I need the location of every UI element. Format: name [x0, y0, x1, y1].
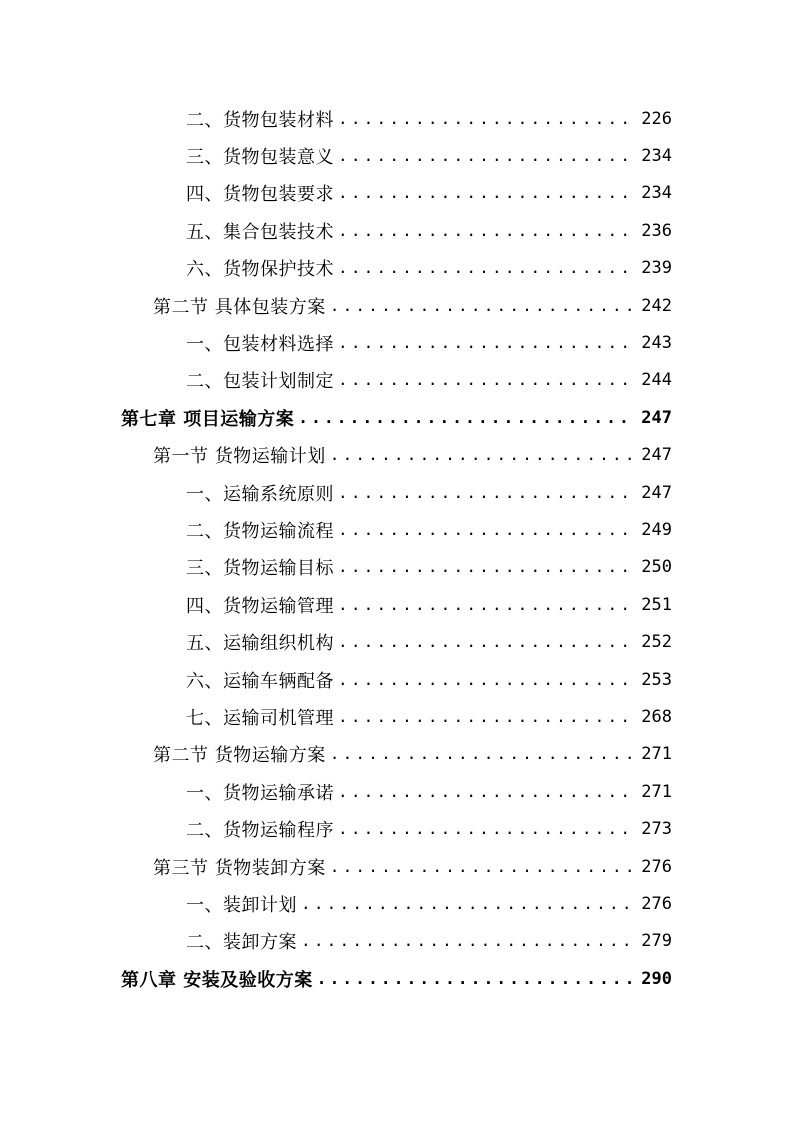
- toc-entry-title: 三、货物包装意义: [186, 147, 334, 169]
- toc-entry-title: 一、装卸计划: [186, 894, 297, 916]
- toc-entry-item[interactable]: [0, 324, 793, 361]
- toc-dot-leader: [338, 111, 635, 127]
- toc-entry-item[interactable]: [0, 511, 793, 548]
- toc-entry-item[interactable]: [0, 474, 793, 511]
- toc-entry-page-number: 244: [641, 370, 672, 391]
- toc-entry-title: 第八章 安装及验收方案: [121, 969, 313, 991]
- toc-dot-leader: [338, 597, 635, 613]
- toc-dot-leader: [338, 185, 635, 201]
- toc-dot-leader: [330, 859, 636, 875]
- toc-entry-title: 第一节 货物运输计划: [153, 446, 326, 468]
- toc-entry-page-number: 251: [641, 594, 672, 615]
- toc-entry-item[interactable]: [0, 661, 793, 698]
- toc-entry-page-number: 290: [641, 968, 672, 989]
- toc-entry-chapter[interactable]: [0, 399, 793, 436]
- toc-entry-page-number: 252: [641, 632, 672, 653]
- toc-entry-page-number: 273: [641, 819, 672, 840]
- toc-entry-title: 六、货物保护技术: [186, 259, 334, 281]
- toc-entry-page-number: 276: [641, 893, 672, 914]
- toc-entry-title: 二、货物包装材料: [186, 109, 334, 131]
- toc-entry-item[interactable]: [0, 885, 793, 922]
- toc-dot-leader: [301, 933, 635, 949]
- toc-entry-page-number: 242: [641, 295, 672, 316]
- toc-entry-page-number: 239: [641, 258, 672, 279]
- toc-dot-leader: [338, 709, 635, 725]
- toc-entry-page-number: 243: [641, 333, 672, 354]
- toc-entry-title: 四、货物运输管理: [186, 595, 334, 617]
- toc-entry-page-number: 236: [641, 220, 672, 241]
- toc-entry-section[interactable]: [0, 848, 793, 885]
- toc-dot-leader: [338, 260, 635, 276]
- toc-entry-page-number: 249: [641, 519, 672, 540]
- toc-entry-item[interactable]: [0, 175, 793, 212]
- toc-dot-leader: [317, 971, 636, 987]
- toc-dot-leader: [330, 447, 636, 463]
- toc-entry-section[interactable]: [0, 287, 793, 324]
- toc-dot-leader: [338, 335, 635, 351]
- toc-entry-page-number: 234: [641, 146, 672, 167]
- toc-entry-page-number: 247: [641, 445, 672, 466]
- toc-entry-item[interactable]: [0, 698, 793, 735]
- toc-entry-title: 二、包装计划制定: [186, 371, 334, 393]
- toc-dot-leader: [330, 298, 636, 314]
- toc-entry-section[interactable]: [0, 736, 793, 773]
- toc-entry-title: 三、货物运输目标: [186, 558, 334, 580]
- toc-entry-title: 五、运输组织机构: [186, 633, 334, 655]
- toc-entry-page-number: 226: [641, 108, 672, 129]
- toc-entry-item[interactable]: [0, 100, 793, 137]
- toc-entry-page-number: 279: [641, 931, 672, 952]
- toc-dot-leader: [338, 485, 635, 501]
- toc-entry-item[interactable]: [0, 549, 793, 586]
- toc-entry-title: 二、货物运输流程: [186, 520, 334, 542]
- toc-entry-title: 二、货物运输程序: [186, 820, 334, 842]
- toc-entry-title: 第七章 项目运输方案: [121, 408, 295, 430]
- toc-entry-item[interactable]: [0, 586, 793, 623]
- toc-entry-title: 四、货物包装要求: [186, 184, 334, 206]
- toc-entry-title: 六、运输车辆配备: [186, 670, 334, 692]
- toc-entry-item[interactable]: [0, 362, 793, 399]
- toc-dot-leader: [338, 672, 635, 688]
- toc-entry-page-number: 276: [641, 856, 672, 877]
- toc-entry-title: 一、货物运输承诺: [186, 782, 334, 804]
- toc-entry-title: 第二节 货物运输方案: [153, 745, 326, 767]
- toc-entry-item[interactable]: [0, 250, 793, 287]
- toc-entry-title: 五、集合包装技术: [186, 221, 334, 243]
- toc-entry-title: 第二节 具体包装方案: [153, 296, 326, 318]
- toc-entry-item[interactable]: [0, 773, 793, 810]
- toc-dot-leader: [301, 896, 635, 912]
- toc-entry-item[interactable]: [0, 137, 793, 174]
- toc-entry-page-number: 271: [641, 744, 672, 765]
- toc-dot-leader: [338, 372, 635, 388]
- toc-entry-title: 一、运输系统原则: [186, 483, 334, 505]
- toc-entry-chapter[interactable]: [0, 960, 793, 997]
- toc-dot-leader: [338, 784, 635, 800]
- toc-entry-title: 二、装卸方案: [186, 932, 297, 954]
- toc-entry-page-number: 247: [641, 482, 672, 503]
- toc-dot-leader: [338, 148, 635, 164]
- toc-entry-page-number: 271: [641, 781, 672, 802]
- toc-entry-title: 一、包装材料选择: [186, 334, 334, 356]
- toc-dot-leader: [298, 410, 635, 426]
- toc-dot-leader: [338, 821, 635, 837]
- toc-entry-page-number: 247: [641, 407, 672, 428]
- toc-entry-page-number: 268: [641, 706, 672, 727]
- table-of-contents: [0, 100, 793, 997]
- toc-entry-page-number: 253: [641, 669, 672, 690]
- toc-dot-leader: [338, 559, 635, 575]
- toc-entry-item[interactable]: [0, 212, 793, 249]
- toc-dot-leader: [338, 223, 635, 239]
- toc-entry-title: 第三节 货物装卸方案: [153, 857, 326, 879]
- toc-entry-section[interactable]: [0, 437, 793, 474]
- toc-dot-leader: [338, 634, 635, 650]
- toc-entry-item[interactable]: [0, 810, 793, 847]
- toc-entry-title: 七、运输司机管理: [186, 707, 334, 729]
- toc-entry-page-number: 250: [641, 557, 672, 578]
- toc-entry-page-number: 234: [641, 183, 672, 204]
- toc-dot-leader: [330, 746, 636, 762]
- toc-dot-leader: [338, 522, 635, 538]
- toc-entry-item[interactable]: [0, 923, 793, 960]
- toc-entry-item[interactable]: [0, 623, 793, 660]
